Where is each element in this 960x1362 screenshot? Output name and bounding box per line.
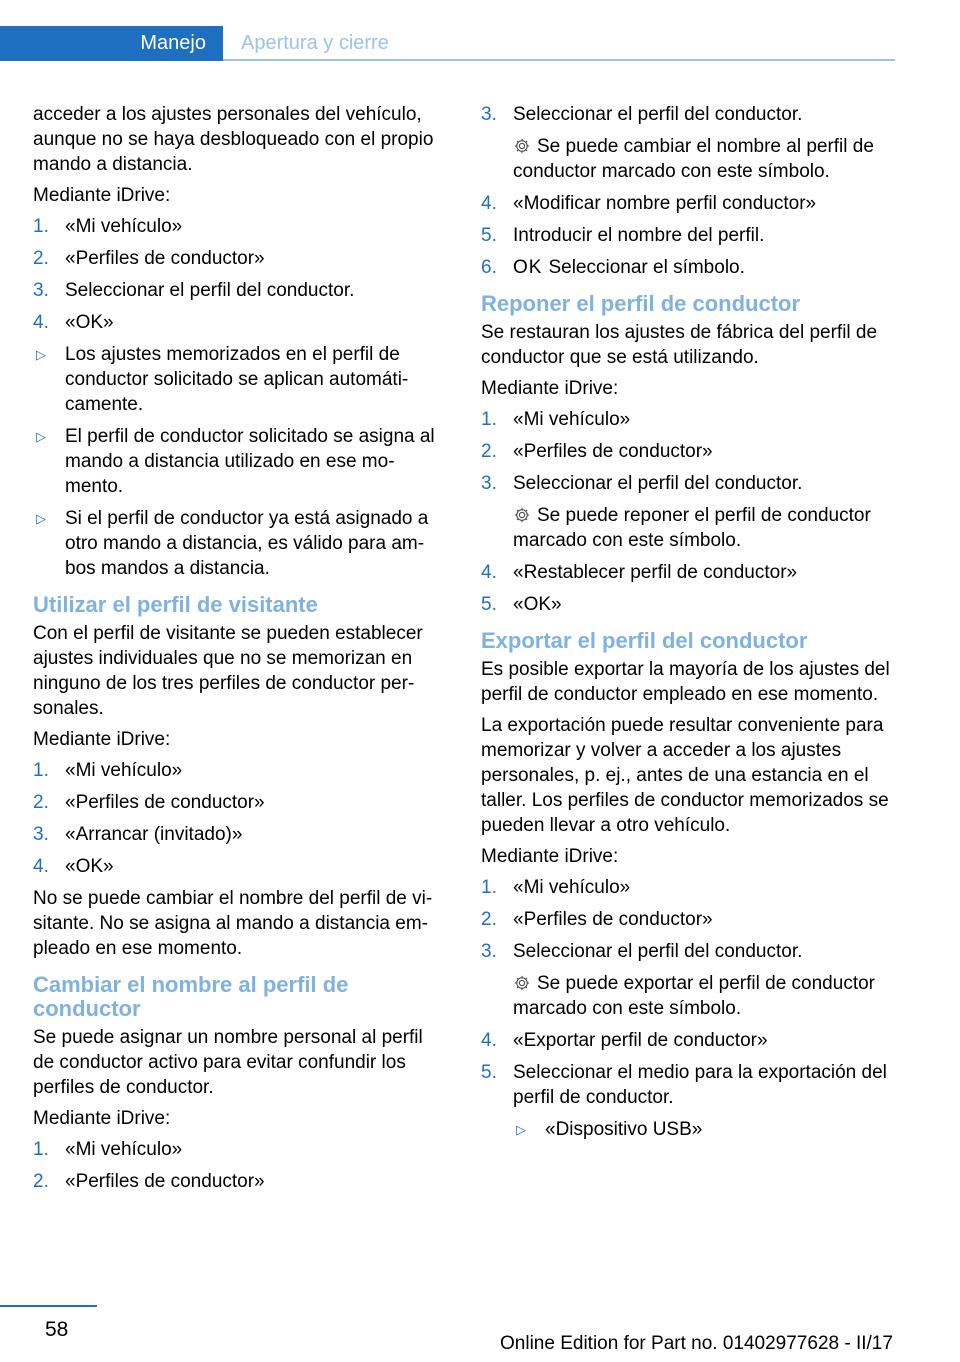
step-text: Seleccionar el perfil del conductor. bbox=[513, 473, 803, 494]
step-text: «Perfiles de conductor» bbox=[65, 248, 265, 269]
triangle-bullet-icon: ▷ bbox=[516, 1122, 526, 1137]
gear-icon bbox=[513, 506, 531, 524]
step-number: 2. bbox=[481, 441, 497, 462]
step-number: 1. bbox=[33, 1139, 49, 1160]
step-number: 5. bbox=[481, 594, 497, 615]
reset-paragraph: Se restauran los ajustes de fábrica del perfil de conductor que se está utilizando. bbox=[481, 322, 878, 368]
step-number: 2. bbox=[33, 792, 49, 813]
list-item bbox=[481, 875, 896, 900]
steps-list bbox=[481, 875, 896, 1142]
step-note bbox=[513, 971, 896, 1021]
list-item bbox=[33, 758, 445, 783]
page-number: 58 bbox=[45, 1318, 69, 1341]
step-text: Seleccionar el medio para la exportación del perfil de conductor. bbox=[513, 1062, 887, 1108]
step-text: «Modificar nombre perfil conductor» bbox=[513, 193, 817, 214]
gear-icon bbox=[513, 974, 531, 992]
steps-list bbox=[33, 758, 445, 879]
list-item bbox=[481, 1028, 896, 1053]
step-text: «OK» bbox=[513, 594, 562, 615]
list-item bbox=[481, 102, 896, 184]
list-item bbox=[481, 592, 896, 617]
footer-edition: Online Edition for Part no. 01402977628 - II/17 bbox=[500, 1333, 893, 1354]
list-item bbox=[481, 560, 896, 585]
step-text: «Arrancar (invitado)» bbox=[65, 824, 243, 845]
step-number: 3. bbox=[33, 280, 49, 301]
via-idrive-label: Mediante iDrive: bbox=[33, 185, 171, 206]
list-item bbox=[481, 439, 896, 464]
list-item bbox=[481, 471, 896, 553]
list-item bbox=[33, 1137, 445, 1162]
list-item bbox=[33, 506, 445, 581]
triangle-bullet-icon: ▷ bbox=[36, 429, 46, 444]
note-text: El perfil de conductor solicitado se asigna al mando a distancia utilizado en ese momento. bbox=[65, 426, 435, 497]
step-text: «Mi vehículo» bbox=[65, 1139, 183, 1160]
list-item bbox=[33, 822, 445, 847]
right-column bbox=[481, 102, 896, 1149]
step-text: Introducir el nombre del perfil. bbox=[513, 225, 765, 246]
step-number: 2. bbox=[33, 1171, 49, 1192]
ok-symbol-icon: OK bbox=[513, 257, 543, 278]
step-number: 4. bbox=[33, 856, 49, 877]
step-number: 3. bbox=[33, 824, 49, 845]
via-idrive-label: Mediante iDrive: bbox=[33, 1108, 171, 1129]
list-item bbox=[33, 1169, 445, 1194]
list-item bbox=[33, 310, 445, 335]
step-text: «Mi vehículo» bbox=[65, 216, 183, 237]
step-number: 1. bbox=[481, 877, 497, 898]
step-number: 3. bbox=[481, 473, 497, 494]
step-number: 4. bbox=[481, 193, 497, 214]
section-title-reset: Reponer el perfil de conductor bbox=[481, 291, 801, 316]
step-number: 4. bbox=[481, 1030, 497, 1051]
step-text: Seleccionar el perfil del conductor. bbox=[65, 280, 355, 301]
step-number: 3. bbox=[481, 104, 497, 125]
step-number: 6. bbox=[481, 257, 497, 278]
guest-note-paragraph: No se puede cambiar el nombre del perfil de visitante. No se asigna al mando a distancia empleado en ese momento. bbox=[33, 888, 433, 959]
intro-paragraph: acceder a los ajustes personales del vehículo, aunque no se haya desbloqueado con el propio mando a distancia. bbox=[33, 104, 434, 175]
triangle-bullet-icon: ▷ bbox=[36, 347, 46, 362]
step-number: 1. bbox=[33, 760, 49, 781]
list-item bbox=[481, 1060, 896, 1110]
list-item bbox=[33, 246, 445, 271]
footer-rule bbox=[0, 1305, 97, 1307]
list-item bbox=[33, 342, 445, 417]
note-text: Los ajustes memorizados en el perfil de conductor solicitado se aplican automáticamente. bbox=[65, 344, 409, 415]
note-text: «Dispositivo USB» bbox=[545, 1119, 703, 1140]
step-text: «Perfiles de conductor» bbox=[513, 441, 713, 462]
step-number: 5. bbox=[481, 225, 497, 246]
steps-list bbox=[33, 1137, 445, 1194]
header-section-apertura[interactable]: Apertura y cierre bbox=[241, 32, 389, 54]
steps-list bbox=[33, 214, 445, 581]
via-idrive-label: Mediante iDrive: bbox=[481, 378, 619, 399]
triangle-bullet-icon: ▷ bbox=[36, 511, 46, 526]
step-text: «Perfiles de conductor» bbox=[65, 1171, 265, 1192]
note-text: Se puede reponer el perfil de conductor marcado con este símbolo. bbox=[513, 505, 871, 551]
via-idrive-label: Mediante iDrive: bbox=[481, 846, 619, 867]
step-text: «OK» bbox=[65, 312, 114, 333]
list-item bbox=[481, 907, 896, 932]
step-text: «Mi vehículo» bbox=[513, 877, 631, 898]
section-title-guest: Utilizar el perfil de visitante bbox=[33, 592, 318, 617]
step-number: 1. bbox=[33, 216, 49, 237]
step-number: 2. bbox=[33, 248, 49, 269]
list-item bbox=[481, 255, 896, 280]
note-text: Se puede cambiar el nombre al perfil de conductor marcado con este símbolo. bbox=[513, 136, 874, 182]
step-text: «OK» bbox=[65, 856, 114, 877]
steps-list bbox=[481, 102, 896, 280]
guest-paragraph: Con el perfil de visitante se pueden establecer ajustes individuales que no se memorizan en ninguno de los tres perfiles de conductor personales. bbox=[33, 623, 423, 719]
list-item bbox=[33, 424, 445, 499]
step-text: Seleccionar el perfil del conductor. bbox=[513, 104, 803, 125]
via-idrive-label: Mediante iDrive: bbox=[33, 729, 171, 750]
list-item bbox=[481, 407, 896, 432]
left-column bbox=[33, 102, 445, 1201]
list-item bbox=[513, 1117, 896, 1142]
rename-paragraph: Se puede asignar un nombre personal al perfil de conductor activo para evitar confundir los perfiles de conductor. bbox=[33, 1027, 423, 1098]
step-text: «Perfiles de conductor» bbox=[513, 909, 713, 930]
step-number: 4. bbox=[33, 312, 49, 333]
section-title-export: Exportar el perfil del conductor bbox=[481, 628, 808, 653]
steps-list bbox=[481, 407, 896, 617]
section-title-rename: Cambiar el nombre al perfil de conductor bbox=[33, 972, 349, 1021]
list-item bbox=[33, 214, 445, 239]
step-number: 3. bbox=[481, 941, 497, 962]
export-paragraph-1: Es posible exportar la mayoría de los ajustes del perfil de conductor empleado en ese momento. bbox=[481, 659, 890, 705]
header-chapter-manejo[interactable]: Manejo bbox=[0, 26, 223, 61]
note-text: Se puede exportar el perfil de conductor marcado con este símbolo. bbox=[513, 973, 875, 1019]
list-item bbox=[33, 278, 445, 303]
list-item bbox=[481, 223, 896, 248]
list-item bbox=[33, 790, 445, 815]
list-item bbox=[33, 854, 445, 879]
step-text: Seleccionar el perfil del conductor. bbox=[513, 941, 803, 962]
step-text: «Mi vehículo» bbox=[65, 760, 183, 781]
step-note bbox=[513, 134, 896, 184]
list-item bbox=[481, 939, 896, 1021]
step-text: «Perfiles de conductor» bbox=[65, 792, 265, 813]
step-number: 1. bbox=[481, 409, 497, 430]
step-number: 5. bbox=[481, 1062, 497, 1083]
list-item bbox=[481, 191, 896, 216]
gear-icon bbox=[513, 137, 531, 155]
step-text: «Exportar perfil de conductor» bbox=[513, 1030, 768, 1051]
export-paragraph-2: La exportación puede resultar conveniente para memorizar y volver a acceder a los ajustes personales, p. ej., antes de una estancia en el taller. Los perfiles de conductor memorizados se pueden llevar a otro vehículo. bbox=[481, 715, 889, 836]
step-number: 2. bbox=[481, 909, 497, 930]
step-text: Seleccionar el símbolo. bbox=[548, 257, 745, 278]
step-text: «Restablecer perfil de conductor» bbox=[513, 562, 798, 583]
step-text: «Mi vehículo» bbox=[513, 409, 631, 430]
note-text: Si el perfil de conductor ya está asignado a otro mando a distancia, es válido para ambos mandos a distancia. bbox=[65, 508, 429, 579]
header-rule bbox=[223, 59, 895, 61]
step-number: 4. bbox=[481, 562, 497, 583]
step-note bbox=[513, 503, 896, 553]
running-header bbox=[0, 26, 895, 61]
